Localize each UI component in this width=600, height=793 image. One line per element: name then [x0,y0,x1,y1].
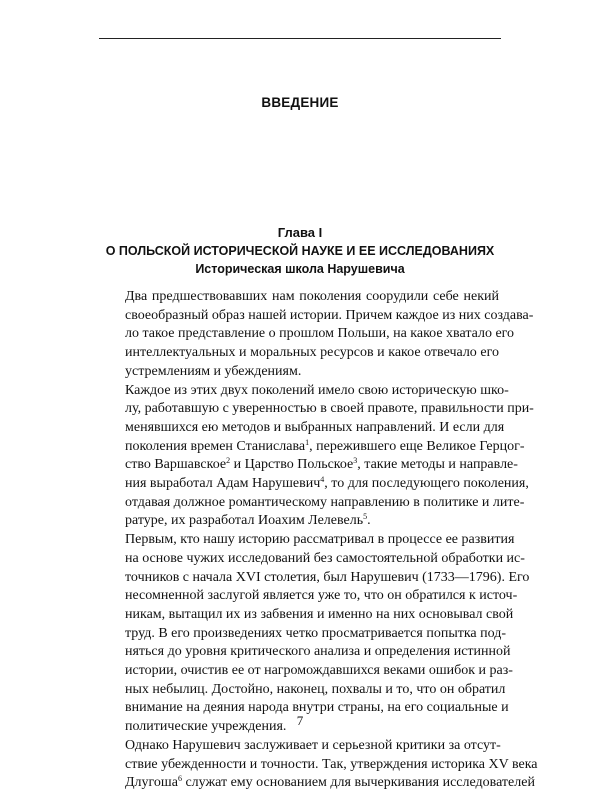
header-rule [99,38,501,39]
text-line: ных небылиц. Достойно, наконец, похвалы и то, что он обратил [125,681,506,697]
text-line: лу, работавшую с уверенностью в своей правоте, правильности при- [125,401,534,417]
text-line: менявшихся ею методов и выбранных направлений. И если для [125,419,505,435]
text-run: Длугоша [125,775,178,791]
subsection-title: Историческая школа Нарушевича [195,262,405,276]
footnote-ref-3[interactable]: 3 [353,456,358,466]
text-line: няться до уровня критического анализа и определения истинной [125,644,511,660]
text-line: своеобразный образ нашей истории. Причем каждое из них создава- [125,307,534,323]
text-run: . [367,513,371,529]
text-line: Однако Нарушевич заслуживает и серьезной критики за отсут- [125,737,501,753]
text-line [103,456,518,475]
text-line: отдавая должное романтическому направлению в политике и лите- [125,494,525,510]
chapter-label: Глава I [277,225,323,240]
paragraph-2 [103,382,534,532]
text-line: истории, очистив ее от нагромождавшихся веками ошибок и раз- [125,663,513,679]
text-line: никам, вытащил их из забвения и именно на них основывал свой [125,606,514,622]
footnote-ref-2[interactable]: 2 [226,456,231,466]
text-line [103,774,535,793]
text-run: , пережившего еще Великое Герцог- [309,438,525,454]
text-line: политические учреждения. [125,719,287,735]
paragraph-3 [103,531,530,737]
text-run: поколения времен Станислава [125,438,306,454]
paragraph-1 [103,288,534,382]
text-line: внимание на деяния народа внутри страны, на его социальные и [125,700,509,716]
footnote-ref-5[interactable]: 5 [363,512,368,522]
text-run: служат ему основанием для вычеркивания исследователей [181,775,535,791]
text-line: Каждое из этих двух поколений имело свою историческую шко- [125,382,509,398]
text-line: Два предшествовавших нам поколения соорудили себе некий [125,289,499,304]
paragraph-4 [103,737,538,793]
text-line: точников с начала XVI столетия, был Нарушевич (1733—1796). Его [125,569,530,585]
page-number: 7 [296,713,304,728]
text-line: устремлениям и убеждениям. [125,363,302,379]
text-line: ствие убежденности и точности. Так, утверждения историка XV века [125,756,538,772]
text-run: , то для последующего поколения, [324,476,529,492]
text-line: интеллектуальных и моральных ресурсов и какое отвечало его [125,345,499,361]
section-title: ВВЕДЕНИЕ [261,95,339,110]
text-run: и Царство Польское [230,457,354,473]
text-line: несомненной заслугой является уже то, что он обратился к источ- [125,588,518,604]
text-run: , такие методы и направле- [357,457,518,473]
text-line [103,512,499,531]
text-line [103,475,529,494]
text-run: ство Варшавское [125,457,227,473]
footnote-ref-1[interactable]: 1 [305,437,310,447]
text-run: ния выработал Адам Нарушевич [125,476,321,492]
text-run: ратуре, их разработал Иоахим Лелевель [125,513,364,529]
chapter-title: О ПОЛЬСКОЙ ИСТОРИЧЕСКОЙ НАУКЕ И ЕЕ ИССЛЕДОВАНИЯХ [105,244,495,258]
text-line [103,437,525,457]
text-line: на основе чужих исследований без самостоятельной обработки ис- [125,550,525,566]
text-line: ло такое представление о прошлом Польши, на какое хватало его [125,326,515,342]
text-line: Первым, кто нашу историю рассматривал в процессе ее развития [125,532,515,548]
footnote-ref-4[interactable]: 4 [320,475,325,485]
footnote-ref-6[interactable]: 6 [177,774,182,784]
text-line: труд. В его произведениях четко просматривается попытка под- [125,625,507,641]
